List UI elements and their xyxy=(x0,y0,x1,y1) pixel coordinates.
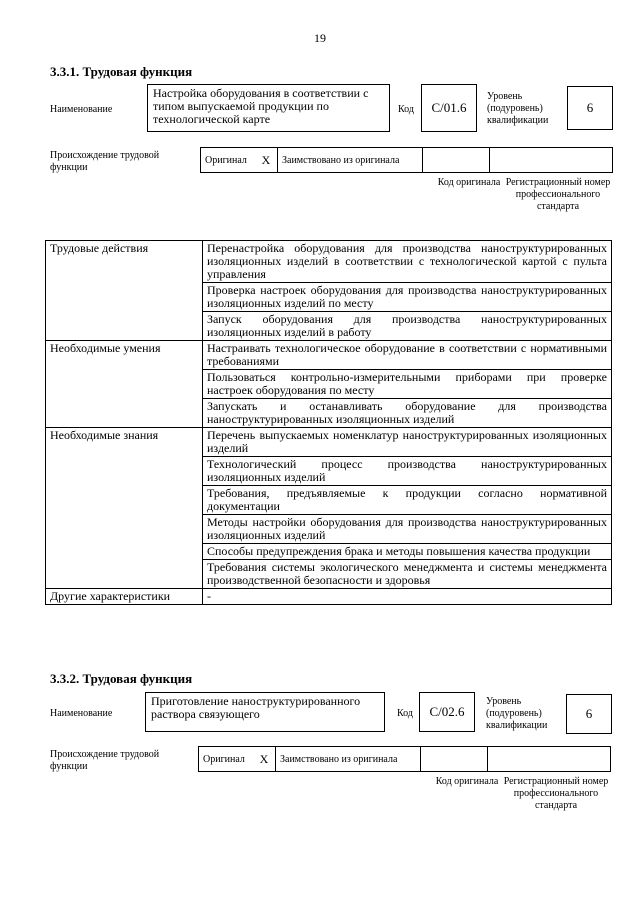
original-label: Оригинал xyxy=(199,747,254,772)
code-original-cell xyxy=(421,747,488,772)
original-label: Оригинал xyxy=(201,148,256,173)
code-value: C/01.6 xyxy=(431,100,467,115)
table-row xyxy=(46,241,612,283)
table-row xyxy=(46,428,612,457)
name-label: Наименование xyxy=(50,104,113,115)
page-number: 19 xyxy=(314,31,326,45)
reg-number-note: Регистрационный номер профессионального стандарта xyxy=(503,776,609,811)
code-label: Код xyxy=(397,708,413,719)
borrowed-label: Заимствовано из оригинала xyxy=(278,148,423,173)
section-title: 3.3.1. Трудовая функция xyxy=(50,64,193,79)
function-name-value: Приготовление наноструктурированного раствора связующего xyxy=(151,694,361,721)
code-original-note: Код оригинала xyxy=(435,776,499,787)
name-label: Наименование xyxy=(50,708,113,719)
reg-number-cell xyxy=(488,747,611,772)
origin-label: Происхождение трудовой функции xyxy=(50,150,160,173)
requirements-table xyxy=(45,240,612,605)
level-label: Уровень (подуровень) квалификации xyxy=(487,91,549,126)
table-cell: Способы предупреждения брака и методы повышения качества продукции xyxy=(203,544,612,560)
other-label: Другие характеристики xyxy=(46,589,203,605)
level-box xyxy=(567,86,613,130)
section-title: 3.3.2. Трудовая функция xyxy=(50,671,193,686)
code-value: C/02.6 xyxy=(429,704,465,719)
table-cell: Запускать и останавливать оборудование для производства наноструктурированных изоляционных изделий xyxy=(203,399,612,428)
code-label: Код xyxy=(398,104,414,115)
table-cell: Проверка настроек оборудования для производства наноструктурированных изоляционных изделий по месту xyxy=(203,283,612,312)
table-row xyxy=(46,589,612,605)
code-box xyxy=(419,692,475,732)
knowledge-label: Необходимые знания xyxy=(46,428,203,589)
origin-table xyxy=(200,147,613,173)
table-cell: - xyxy=(203,589,612,605)
function-name-box xyxy=(145,692,385,732)
level-value: 6 xyxy=(586,100,594,115)
original-mark: X xyxy=(253,747,276,772)
reg-number-note: Регистрационный номер профессионального стандарта xyxy=(505,177,611,212)
borrowed-label: Заимствовано из оригинала xyxy=(276,747,421,772)
table-cell: Перенастройка оборудования для производства наноструктурированных изоляционных изделий в соответствии с технологической картой с пульта управления xyxy=(203,241,612,283)
table-row xyxy=(46,341,612,370)
origin-table xyxy=(198,746,611,772)
labor-actions-label: Трудовые действия xyxy=(46,241,203,341)
table-cell: Запуск оборудования для производства наноструктурированных изоляционных изделий в работу xyxy=(203,312,612,341)
level-value: 6 xyxy=(585,706,593,721)
table-cell: Пользоваться контрольно-измерительными приборами при проверке настроек оборудования по месту xyxy=(203,370,612,399)
code-box xyxy=(421,84,477,132)
level-label: Уровень (подуровень) квалификации xyxy=(486,696,548,731)
code-original-cell xyxy=(423,148,490,173)
table-cell: Технологический процесс производства наноструктурированных изоляционных изделий xyxy=(203,457,612,486)
table-cell: Перечень выпускаемых номенклатур наноструктурированных изоляционных изделий xyxy=(203,428,612,457)
original-mark: X xyxy=(255,148,278,173)
skills-label: Необходимые умения xyxy=(46,341,203,428)
function-name-value: Настройка оборудования в соответствии с типом выпускаемой продукции по технологической карте xyxy=(153,86,369,126)
table-cell: Настраивать технологическое оборудование в соответствии с нормативными требованиями xyxy=(203,341,612,370)
level-box xyxy=(566,694,612,734)
table-cell: Методы настройки оборудования для производства наноструктурированных изоляционных изделий xyxy=(203,515,612,544)
function-name-box xyxy=(147,84,390,132)
origin-label: Происхождение трудовой функции xyxy=(50,749,160,772)
table-cell: Требования, предъявляемые к продукции согласно нормативной документации xyxy=(203,486,612,515)
reg-number-cell xyxy=(490,148,613,173)
code-original-note: Код оригинала xyxy=(437,177,501,188)
table-cell: Требования системы экологического менеджмента и системы менеджмента производственной безопасности и здоровья xyxy=(203,560,612,589)
